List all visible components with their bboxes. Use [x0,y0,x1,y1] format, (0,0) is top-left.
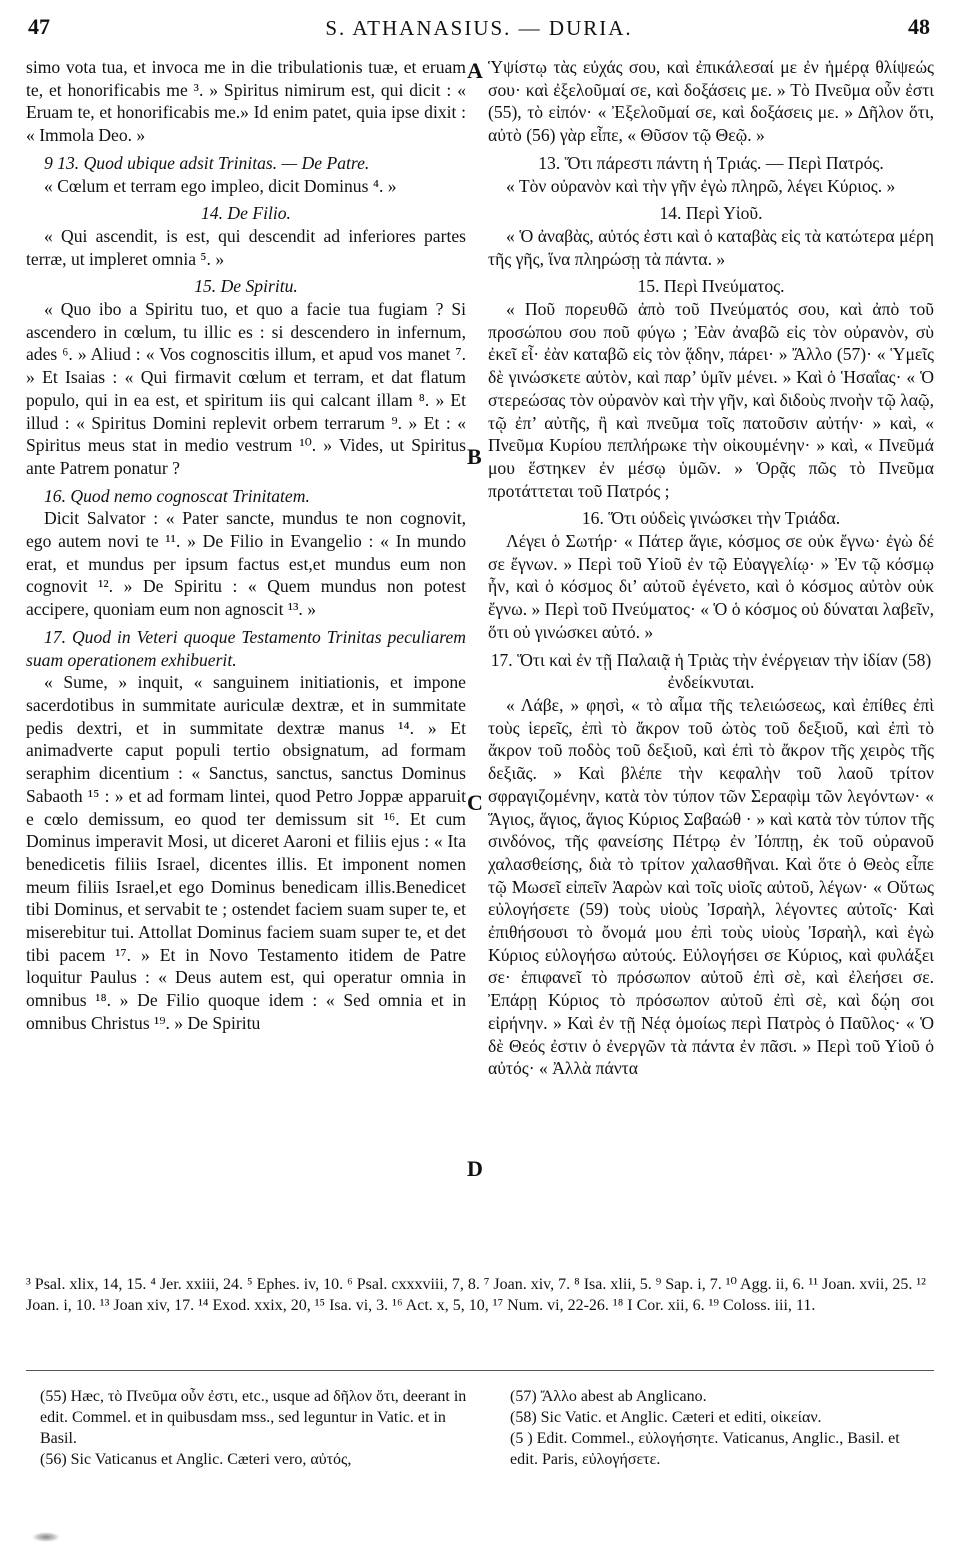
footnote: (58) Sic Vatic. et Anglic. Cæteri et editi, οἰκείαν. [510,1409,822,1426]
footnote: (57) Ἄλλο abest ab Anglicano. [510,1388,707,1405]
greek-paragraph: « Ποῦ πορευθῶ ἀπὸ τοῦ Πνεύματός σου, καὶ ἀπὸ τοῦ προσώπου σου ποῦ φύγω ; Ἐὰν ἀναβῶ εἰς τὸν οὐρανὸν, σὺ ἐκεῖ εἶ· ἐὰν καταβῶ εἰς τὸν ᾅδην, πάρει· » Ἄλλο (57)· « Ὑμεῖς δὲ γινώσκετε αὐτὸν, καὶ παρ’ ὑμῖν μένει. » Καὶ ὁ Ἡσαΐας· « Ὁ στερεώσας τὸν οὐρανὸν καὶ τὴν γῆν, καὶ διδοὺς πνοὴν τῷ λαῷ, τῷ ἐπ’ αὐτῆς, ἢ καὶ πνεῦμα τοῖς πατοῦσιν αὐτήν· » καὶ, « Πνεῦμα Κυρίου πεπλήρωκε τὴν οἰκουμένην· » καὶ, « Πνεῦμά μου ἕστηκεν ἐν μέσῳ ὑμῶν. » Ὁρᾷς πῶς τὸ Πνεῦμα προτάττεται τοῦ Πατρός ; [488,299,934,501]
greek-paragraph: Ὑψίστῳ τὰς εὐχάς σου, καὶ ἐπικάλεσαί με ἐν ἡμέρᾳ θλίψεώς σου· καὶ ἐξελοῦμαί σε, καὶ δοξάσεις με. » Τὸ Πνεῦμα οὖν ἐστι (55), τὸ εἰπόν· « Ἐξελοῦμαί σε, καὶ δοξάσεις με. » Δῆλον ὅτι, αὐτὸ (56) γὰρ εἶπε, « Θῦσον τῷ Θεῷ. » [488,57,934,146]
running-title: S. ATHANASIUS. — DURIA. [325,16,633,40]
greek-column [488,56,934,1080]
page-number-left: 47 [28,14,50,39]
latin-paragraph: 15. De Spiritu. [194,276,298,297]
margin-letter-d: D [467,1156,483,1181]
references-text: ³ Psal. xlix, 14, 15. ⁴ Jer. xxiii, 24. ⁵ Ephes. iv, 10. ⁶ Psal. cxxxviii, 7, 8. ⁷ Joan. xiv, 7. ⁸ Isa. xlii, 5. ⁹ Sap. i, 7. ¹⁰ Agg. ii, 6. ¹¹ Joan. xvii, 25. ¹² Joan. i, 10. ¹³ Joan xiv, 17. ¹⁴ Exod. xxix, 20, ¹⁵ Isa. vi, 3. ¹⁶ Act. x, 5, 10, ¹⁷ Num. vi, 22-26. ¹⁸ I Cor. xii, 6. ¹⁹ Coloss. iii, 11. [26,1276,926,1314]
latin-paragraph: 16. Quod nemo cognoscat Trinitatem. [44,485,310,506]
margin-letter-c: C [467,790,483,815]
latin-paragraph: Dicit Salvator : « Pater sancte, mundus te non cognovit, ego autem novi te ¹¹. » De Filio in Evangelio : « In mundo erat, et mundus per ipsum factus est,et mundus eum non cognovit ¹². » De Spiritu : « Quem mundus non potest accipere, quoniam eum non agnoscit ¹³. » [26,508,466,620]
latin-paragraph: « Sume, » inquit, « sanguinem initiationis, et impone sacerdotibus in summitate auriculæ dextræ, et in summitate pedis dextri, et in summitate dextræ manus ¹⁴. » Et animadverte caput populi tertio obsignatum, ad formam seraphim dicentium : « Sanctus, sanctus, sanctus Dominus Sabaoth ¹⁵ : » et ad formam lintei, quod Petro Joppæ apparuit e cœlo demissum, eo quod ter demissum sit ¹⁶. Et cum Dominus imperavit Mosi, ut diceret Aaroni et filiis ejus : « Ita benedicetis filiis Israel, dicentes illis. Et imponent nomen meum filiis Israel,et ego Dominus benedicam illis.Benedicet tibi Dominus, et servabit te ; ostendet faciem suam super te, et miserebitur tui. Attollat Dominus faciem suam super te, et det tibi pacem ¹⁷. » Et in Novo Testamento itidem de Patre loquitur Paulus : « Deus autem est, qui operatur omnia in omnibus ¹⁸. » De Filio quoque idem : « Sed omnia et in omnibus Christus ¹⁹. » De Spiritu [26,672,466,1033]
greek-paragraph: 15. Περὶ Πνεύματος. [637,276,785,297]
latin-column [26,56,466,1035]
footnote-divider [26,1370,934,1371]
latin-paragraph: simo vota tua, et invoca me in die tribulationis tuæ, et eruam te, et honorificabis me ³. » Spiritus nimirum est, qui dicit : « Eruam te, et honorificabis me.» Id enim patet, quia ipse dixit : « Immola Deo. » [26,57,466,146]
latin-paragraph: 17. Quod in Veteri quoque Testamento Trinitas peculiarem suam operationem exhibuerit. [26,626,466,670]
footnote: (5 ) Edit. Commel., εὐλογήσητε. Vaticanus, Anglic., Basil. et edit. Paris, εὐλογήσετε. [510,1430,900,1468]
latin-paragraph: 14. De Filio. [201,203,291,224]
footnotes-left [40,1386,470,1470]
footnote: (55) Hæc, τὸ Πνεῦμα οὖν ἐστι, etc., usque ad δῆλον ὅτι, deerant in edit. Commel. et in quibusdam mss., sed leguntur in Vatic. et in Basil. [40,1388,467,1447]
greek-paragraph: Λέγει ὁ Σωτήρ· « Πάτερ ἅγιε, κόσμος σε οὐκ ἔγνω· ἐγὼ δέ σε ἔγνων. » Περὶ τοῦ Υἱοῦ ἐν τῷ Εὐαγγελίῳ· » Ἐν τῷ κόσμῳ ἦν, καὶ ὁ κόσμος δι’ αὐτοῦ ἐγένετο, καὶ ὁ κόσμος αὐτὸν οὐκ ἔγνω. » Περὶ τοῦ Πνεύματος· « Ὁ ὁ κόσμος οὐ δύναται λαβεῖν, ὅτι οὐ γινώσκει αὐτό. » [488,531,934,642]
greek-paragraph: 17. Ὅτι καὶ ἐν τῇ Παλαιᾷ ἡ Τριὰς τὴν ἐνέργειαν τὴν ἰδίαν (58) ἐνδείκνυται. [490,649,932,693]
footnotes-right [510,1386,930,1470]
margin-letter-a: A [467,58,483,83]
greek-paragraph: 14. Περὶ Υἱοῦ. [659,203,763,224]
page-number-right: 48 [908,14,930,39]
latin-paragraph: 9 13. Quod ubique adsit Trinitas. — De Patre. [44,152,370,173]
page-header [28,14,930,48]
greek-paragraph: 13. Ὅτι πάρεστι πάντη ἡ Τριάς. — Περὶ Πατρός. [538,152,884,173]
latin-paragraph: « Qui ascendit, is est, qui descendit ad inferiores partes terræ, ut impleret omnia ⁵. » [26,225,466,269]
greek-paragraph: « Λάβε, » φησὶ, « τὸ αἷμα τῆς τελειώσεως, καὶ ἐπίθες ἐπὶ τοὺς ἱερεῖς, ἐπὶ τὸ ἄκρον τοῦ ὠτὸς τοῦ δεξιοῦ, καὶ ἐπὶ τὸ ἄκρον τοῦ ποδὸς τοῦ δεξιοῦ, καὶ ἐπὶ τὸ ἄκρον τῆς χειρὸς τῆς δεξιᾶς. » Καὶ βλέπε τὴν κεφαλὴν τοῦ λαοῦ τρίτον σφραγιζομένην, κατὰ τὸν τύπον τῶν Σεραφὶμ τῶν λεγόντων· « Ἅγιος, ἅγιος, ἅγιος Κύριος Σαβαώθ · » καὶ κατὰ τὸν τύπον τῆς σινδόνος, τῆς φανείσης Πέτρῳ ἐν Ἰόππῃ, ἐκ τοῦ οὐρανοῦ χαλασθείσης, διὰ τὸ τρίτον χαλασθῆναι. Καὶ ὅτε ὁ Θεὸς εἶπε τῷ Μωσεῖ εἰπεῖν Ἀαρὼν καὶ τοῖς υἱοῖς αὐτοῦ, λέγων· « Οὕτως εὐλογήσετε (59) τοὺς υἱοὺς Ἰσραὴλ, λέγοντες αὐτοῖς· Καὶ ἐπιθήσουσι τὸ ὄνομά μου ἐπὶ τοὺς υἱοὺς Ἰσραὴλ, καὶ ἐγὼ Κύριος εὐλογήσω αὐτούς. Εὐλογήσει σε Κύριος, καὶ φυλάξει σε· ἐπιφανεῖ τὸ πρόσωπον αὐτοῦ ἐπὶ σὲ, καὶ ἐλεήσει σε. Ἐπάρῃ Κύριος τὸ πρόσωπον αὐτοῦ ἐπὶ σὲ, καὶ δῴη σοι εἰρήνην. » Καὶ ἐν τῇ Νέᾳ ὁμοίως περὶ Πατρὸς ὁ Παῦλος· « Ὁ δὲ Θεός ἐστιν ὁ ἐνεργῶν τὰ πάντα ἐν πᾶσι. » Περὶ τοῦ Υἱοῦ ὁ αὐτός· « Ἀλλὰ πάντα [488,694,934,1079]
footnote: (56) Sic Vaticanus et Anglic. Cæteri vero, αὐτός, [40,1451,352,1468]
ink-blot-mark [32,1532,60,1542]
greek-paragraph: « Ὁ ἀναβὰς, αὐτός ἐστι καὶ ὁ καταβὰς εἰς τὰ κατώτερα μέρη τῆς γῆς, ἵνα πληρώσῃ τὰ πάντα. » [488,225,934,269]
scripture-references [26,1274,934,1316]
greek-paragraph: « Τὸν οὐρανὸν καὶ τὴν γῆν ἐγὼ πληρῶ, λέγει Κύριος. » [506,175,896,196]
margin-letter-b: B [467,444,482,469]
latin-paragraph: « Quo ibo a Spiritu tuo, et quo a facie tua fugiam ? Si ascendero in cœlum, tu illic es : si descendero in infernum, ades ⁶. » Aliud : « Vos cognoscitis illum, et apud vos manet ⁷. » Et Isaias : « Qui firmavit cœlum et terram, et dat flatum populo, qui in ea est, et spiritum iis qui calcant illam ⁸. » Et illud : « Spiritus Domini replevit orbem terrarum ⁹. » Et : « Spiritus meus stat in medio vestrum ¹⁰. » Vides, ut Spiritus ante Patrem ponatur ? [26,299,466,478]
greek-paragraph: 16. Ὅτι οὐδεὶς γινώσκει τὴν Τριάδα. [581,508,841,529]
latin-paragraph: « Cœlum et terram ego impleo, dicit Dominus ⁴. » [44,175,397,196]
